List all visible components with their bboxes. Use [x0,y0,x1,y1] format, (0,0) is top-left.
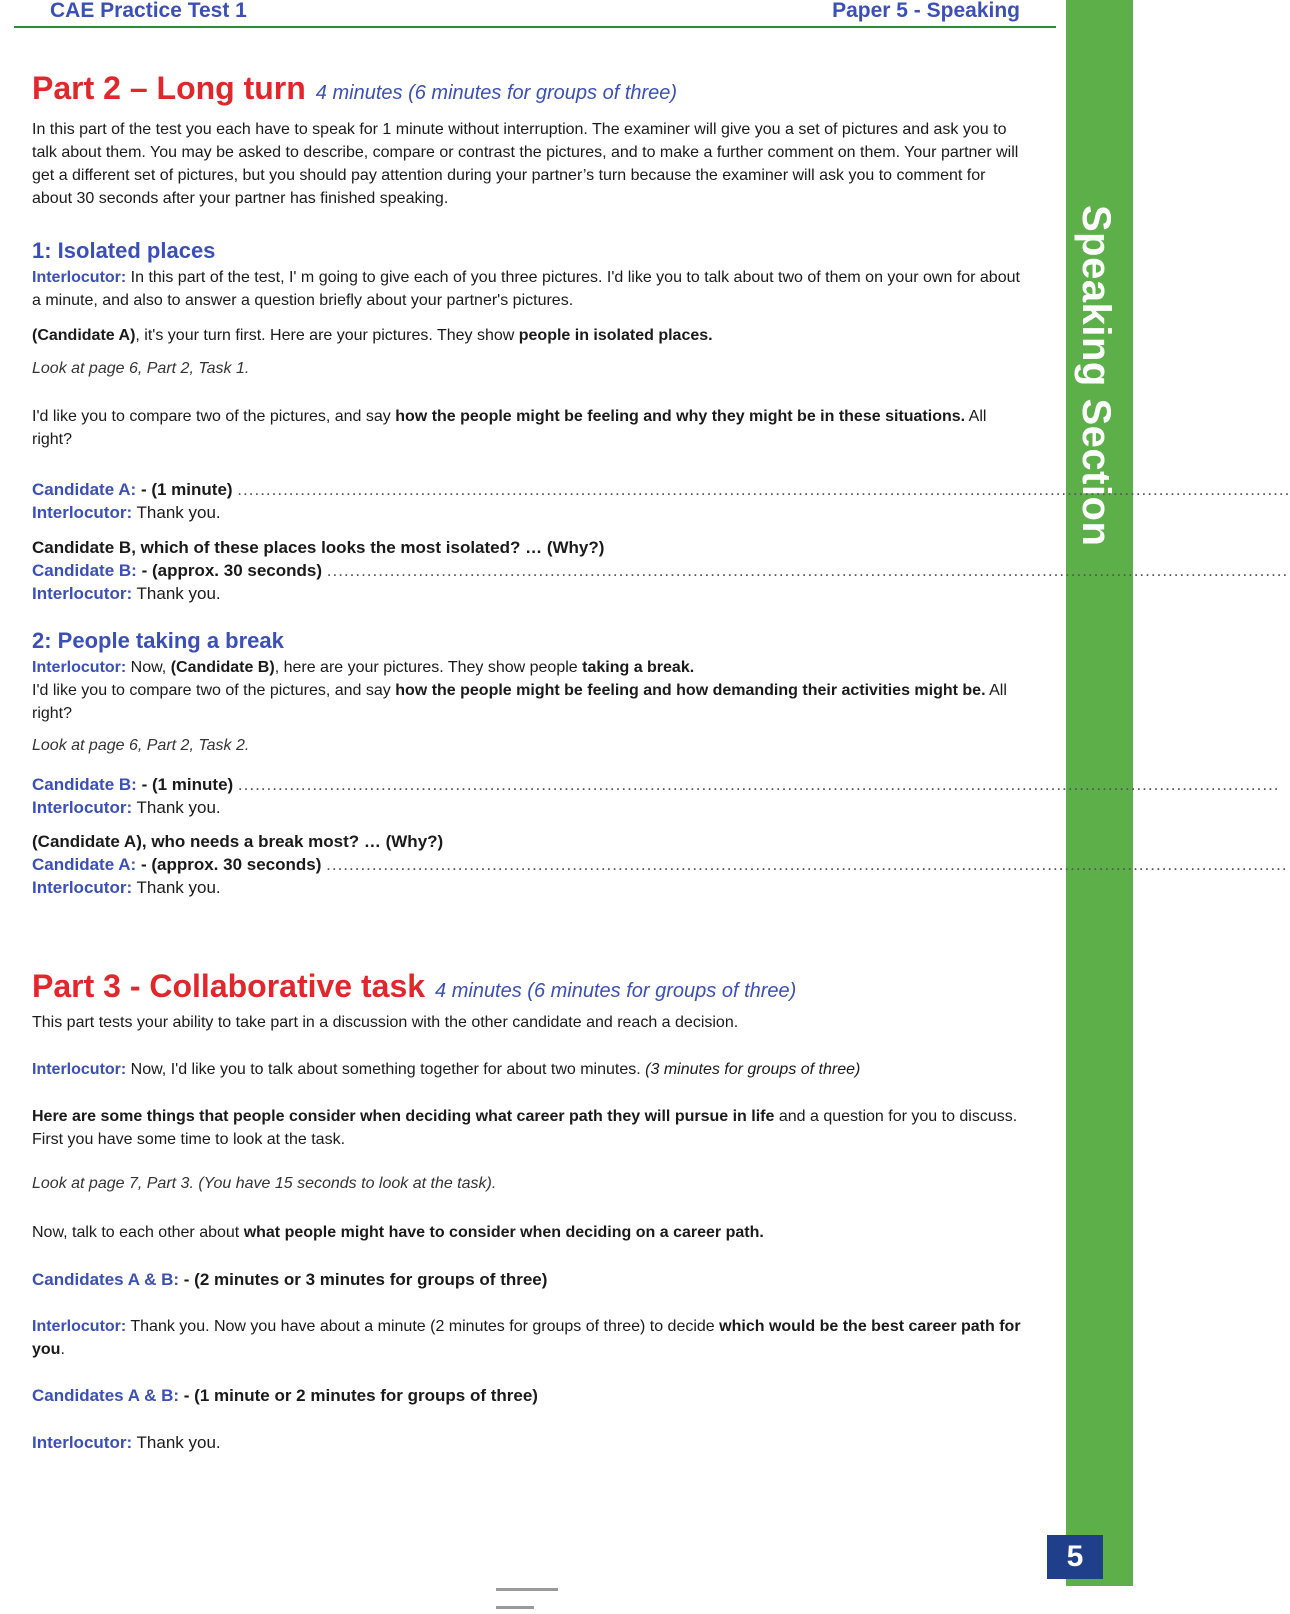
header-title: CAE Practice Test 1 [50,0,247,22]
part3-decide-bold: which would be the best career path for you [32,1318,1021,1358]
part3-candidates-line-2 [32,1384,1027,1407]
timing: - (1 minute) [140,480,233,499]
part3-heading [32,968,796,1005]
part2-intro: In this part of the test you each have to speak for 1 minute without interruption. The examiner will give you a set of pictures and ask you to talk about them. You may be asked to describe, compare or contrast the pictures, and to make a further comment on them. Your partner will get a different set of pictures, but you should pay attention during your partner’s turn because the examiner will ask you to comment for about 30 seconds after your partner has finished speaking. [32,121,1019,207]
speaker-label: Interlocutor: [32,584,133,603]
task1-turn [32,324,1027,347]
part3-interlocutor [32,1058,1027,1081]
speaker-label: Interlocutor: [32,798,133,817]
task2-interlocutor [32,656,1027,679]
part3-candidates-line [32,1268,1027,1291]
speaker-label: Candidates A & B: [32,1386,180,1405]
task2-compare-end: All right? [32,682,1007,722]
timing: - (1 minute or 2 minutes for groups of three) [183,1386,538,1405]
speaker-label: Candidate B: [32,561,137,580]
task1-interlocutor [32,266,1027,312]
part3-talk-bold: what people might have to consider when deciding on a career path. [243,1224,764,1241]
task1-compare [32,405,1027,451]
timing: - (approx. 30 seconds) [141,561,323,580]
answer-dots: ...................................................................................................................................................................................... [237,775,1280,794]
part3-decide [32,1315,1027,1361]
page-number: 5 [1047,1535,1103,1579]
part3-decide-text: Thank you. Now you have about a minute (2 minutes for groups of three) to decide [130,1318,720,1335]
part3-thanks [32,1431,1027,1454]
part3-look-at: Look at page 7, Part 3. (You have 15 seconds to look at the task). [32,1175,497,1192]
task2-interlocutor-bold: taking a break. [582,659,695,676]
task1-turn-text: , it's your turn first. Here are your pictures. They show [135,327,519,344]
task2-question [32,830,1027,853]
answer-dots: ........................................................................................................................................................................ [326,561,1289,580]
timing: - (2 minutes or 3 minutes for groups of three) [183,1270,548,1289]
sidebar-label-text: Speaking Section [1073,205,1118,547]
part3-intro: This part tests your ability to take part in a discussion with the other candidate and reach a decision. [32,1014,739,1031]
task1-thanks-2 [32,582,1027,605]
part3-things-bold: Here are some things that people consider when deciding what career path they will pursue in life [32,1108,775,1125]
part3-talk [32,1221,1027,1244]
page-header [14,0,1056,28]
task1-question-text: , which of these places looks the most isolated? … (Why?) [131,538,605,557]
task1-turn-bold: people in isolated places. [518,327,713,344]
speaker-label: Interlocutor: [32,878,133,897]
timing: - (1 minute) [141,775,234,794]
task2-thanks-2 [32,876,1027,899]
speaker-label: Candidate B: [32,775,137,794]
task1-compare-end: All right? [32,408,987,448]
task1-question [32,536,1027,559]
part3-interlocutor-italic: (3 minutes for groups of three) [645,1061,861,1078]
task1-compare-bold: how the people might be feeling and why they might be in these situations. [395,408,966,425]
task1-candidate-b-line [32,559,1289,582]
part3-decide-end: . [60,1341,65,1358]
sidebar-label [1066,205,1133,585]
part3-things [32,1105,1027,1151]
thanks-text: Thank you. [136,584,221,603]
task2-question-candidate: (Candidate A) [32,832,142,851]
task2-candidate-a-line [32,853,1288,876]
task2-candidate-b-line [32,773,1280,796]
task1-interlocutor-text: In this part of the test, I' m going to give each of you three pictures. I'd like you to talk about two of them on your own for about a minute, and also to answer a question briefly about your partner's pictures. [32,269,1020,309]
part3-things-text: and a question for you to discuss. First you have some time to look at the task. [32,1108,1018,1148]
task2-look-at: Look at page 6, Part 2, Task 2. [32,737,250,754]
part2-duration: 4 minutes (6 minutes for groups of three) [315,82,678,104]
task1-compare-text: I'd like you to compare two of the pictures, and say [32,408,396,425]
speaker-label: Candidates A & B: [32,1270,180,1289]
task1-turn-candidate: (Candidate A) [32,327,136,344]
speaker-label: Interlocutor: [32,269,127,286]
task1-question-candidate: Candidate B [32,538,132,557]
task1-look-at: Look at page 6, Part 2, Task 1. [32,360,250,377]
thanks-text: Thank you. [136,1433,221,1452]
header-paper: Paper 5 - Speaking [832,0,1020,22]
task1-candidate-a-line [32,478,1290,501]
part3-title: Part 3 - Collaborative task [32,968,426,1004]
task2-interlocutor-pre: Now, [130,659,171,676]
task2-compare [32,679,1027,725]
speaker-label: Candidate A: [32,855,137,874]
footer-marks [496,1578,606,1582]
thanks-text: Thank you. [136,503,221,522]
part3-interlocutor-text: Now, I'd like you to talk about something together for about two minutes. [130,1061,641,1078]
task2-thanks [32,796,1027,819]
timing: - (approx. 30 seconds) [140,855,322,874]
task2-interlocutor-text: , here are your pictures. They show people [274,659,583,676]
thanks-text: Thank you. [136,798,221,817]
task2-question-text: , who needs a break most? … (Why?) [141,832,444,851]
task1-title: 1: Isolated places [32,238,216,263]
speaker-label: Interlocutor: [32,1061,127,1078]
speaker-label: Candidate A: [32,480,137,499]
answer-dots: ........................................................................................................................................................................ [326,855,1288,874]
task2-compare-text: I'd like you to compare two of the pictures, and say [32,682,396,699]
task2-interlocutor-candidate: (Candidate B) [170,659,275,676]
task2-title: 2: People taking a break [32,628,284,653]
thanks-text: Thank you. [136,878,221,897]
speaker-label: Interlocutor: [32,1433,133,1452]
part2-title: Part 2 – Long turn [32,70,306,106]
task1-thanks [32,501,1027,524]
answer-dots: ........................................................................................................................................................................................ [237,480,1290,499]
speaker-label: Interlocutor: [32,659,127,676]
task2-compare-bold: how the people might be feeling and how demanding their activities might be. [395,682,986,699]
part3-duration: 4 minutes (6 minutes for groups of three) [435,980,797,1002]
part2-heading [32,70,677,107]
speaker-label: Interlocutor: [32,1318,127,1335]
speaker-label: Interlocutor: [32,503,133,522]
part3-talk-text: Now, talk to each other about [32,1224,244,1241]
